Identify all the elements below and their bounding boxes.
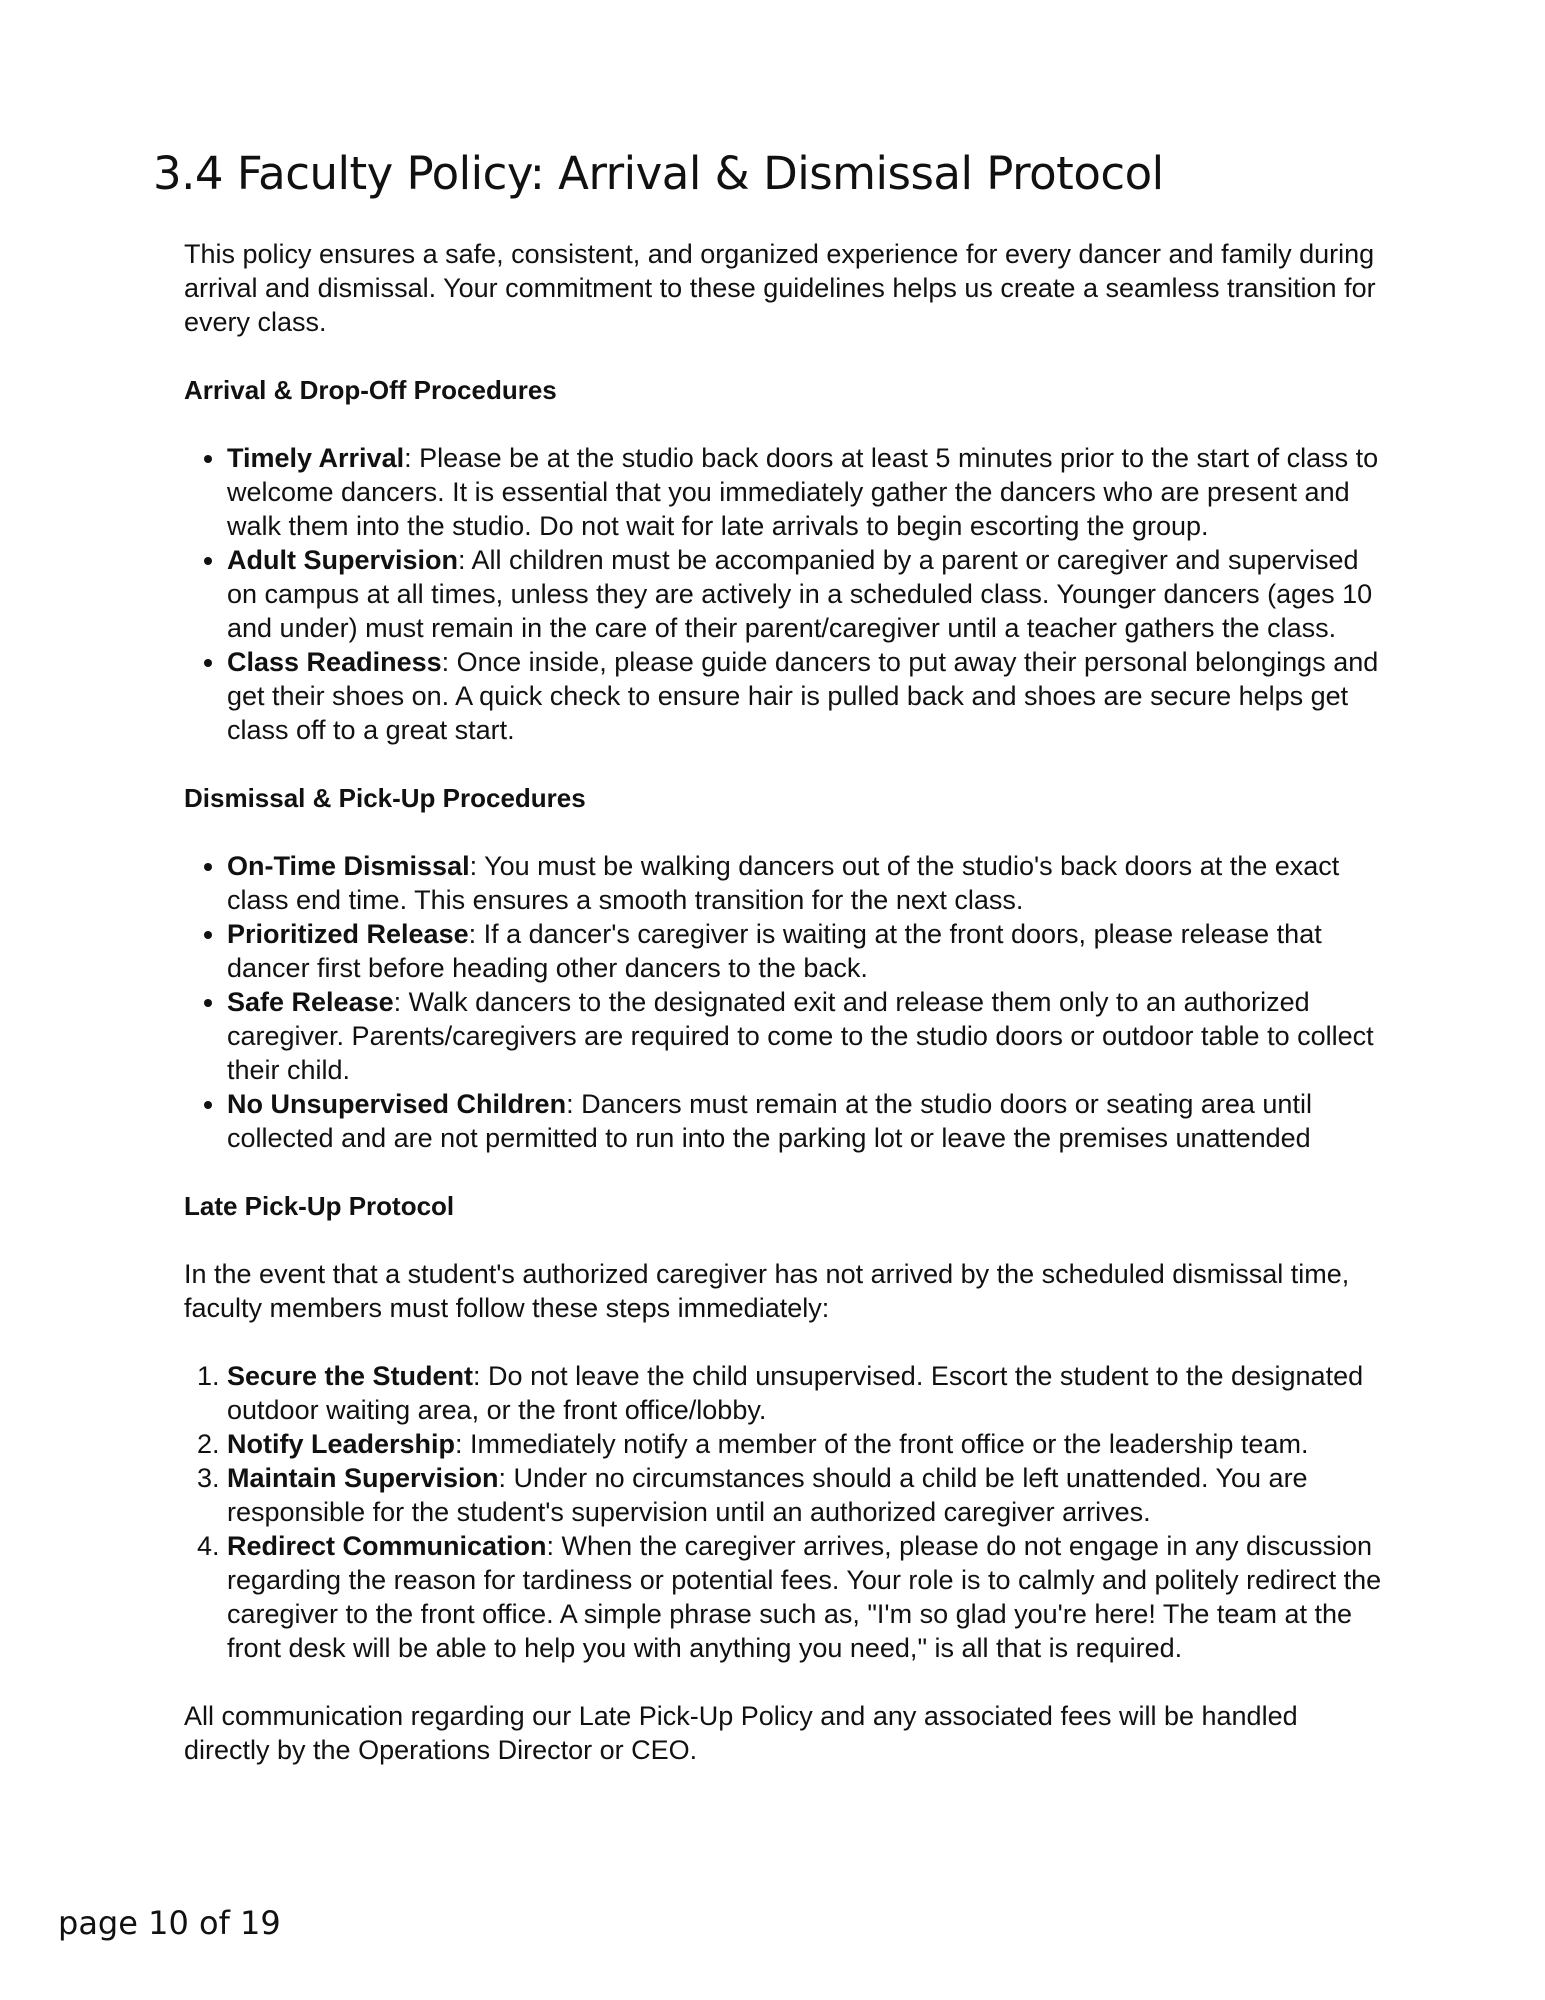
list-item-term: Prioritized Release <box>227 919 469 949</box>
list-item-text: : Please be at the studio back doors at least 5 minutes prior to the start of class to welcome dancers. It is essential that you immediately gather the dancers who are present and walk them into the studio. Do not wait for late arrivals to begin escorting the group. <box>227 443 1379 541</box>
list-item-text: : When the caregiver arrives, please do not engage in any discussion regarding the reason for tardiness or potential fees. Your role is to calmly and politely redirect the caregiver to the front office. A simple phrase such as, "I'm so glad you're here! The team at the front desk will be able to help you with anything you need," is all that is required. <box>227 1531 1382 1663</box>
list-item <box>227 1529 1384 1665</box>
late-pickup-intro: In the event that a student's authorized caregiver has not arrived by the scheduled dismissal time, faculty members must follow these steps immediately: <box>184 1259 1350 1323</box>
list-item <box>227 849 1384 917</box>
list-item-text: : You must be walking dancers out of the studio's back doors at the exact class end time. This ensures a smooth transition for the next class. <box>227 851 1340 915</box>
arrival-list <box>184 441 1384 747</box>
list-item-text: : Once inside, please guide dancers to put away their personal belongings and get their shoes on. A quick check to ensure hair is pulled back and shoes are secure helps get class off to a great start. <box>227 647 1379 745</box>
list-item-text: : All children must be accompanied by a parent or caregiver and supervised on campus at all times, unless they are actively in a scheduled class. Younger dancers (ages 10 and under) must remain in the care of their parent/caregiver until a teacher gathers the class. <box>227 545 1373 643</box>
list-item-text: : Dancers must remain at the studio doors or seating area until collected and are not permitted to run into the parking lot or leave the premises unattended <box>227 1089 1312 1153</box>
intro-paragraph: This policy ensures a safe, consistent, and organized experience for every dancer and family during arrival and dismissal. Your commitment to these guidelines helps us create a seamless transition for every class. <box>184 239 1376 337</box>
list-item <box>227 985 1384 1087</box>
list-item-term: Redirect Communication <box>227 1531 547 1561</box>
dismissal-heading: Dismissal & Pick-Up Procedures <box>184 783 586 813</box>
list-item-term: On-Time Dismissal <box>227 851 470 881</box>
late-pickup-steps <box>184 1359 1384 1665</box>
list-item-term: No Unsupervised Children <box>227 1089 567 1119</box>
page-title: 3.4 Faculty Policy: Arrival & Dismissal Protocol <box>153 147 1164 200</box>
list-item-term: Secure the Student <box>227 1361 474 1391</box>
list-item <box>227 1461 1384 1529</box>
list-item <box>227 441 1384 543</box>
list-item-term: Timely Arrival <box>227 443 405 473</box>
list-item <box>227 543 1384 645</box>
list-item-text: : Under no circumstances should a child be left unattended. You are responsible for the student's supervision until an authorized caregiver arrives. <box>227 1463 1308 1527</box>
list-item <box>227 1087 1384 1155</box>
list-item <box>227 917 1384 985</box>
list-item <box>227 1359 1384 1427</box>
list-item <box>227 645 1384 747</box>
list-item <box>227 1427 1384 1461</box>
policy-body <box>184 237 1384 1767</box>
list-item-term: Notify Leadership <box>227 1429 456 1459</box>
late-pickup-heading: Late Pick-Up Protocol <box>184 1191 455 1221</box>
page-number: page 10 of 19 <box>58 1904 281 1942</box>
list-item-term: Adult Supervision <box>227 545 459 575</box>
dismissal-list <box>184 849 1384 1155</box>
arrival-heading: Arrival & Drop-Off Procedures <box>184 375 557 405</box>
list-item-term: Class Readiness <box>227 647 442 677</box>
list-item-text: : Do not leave the child unsupervised. Escort the student to the designated outdoor waiting area, or the front office/lobby. <box>227 1361 1364 1425</box>
list-item-text: : If a dancer's caregiver is waiting at the front doors, please release that dancer first before heading other dancers to the back. <box>227 919 1322 983</box>
closing-paragraph: All communication regarding our Late Pick-Up Policy and any associated fees will be handled directly by the Operations Director or CEO. <box>184 1701 1298 1765</box>
list-item-term: Maintain Supervision <box>227 1463 499 1493</box>
list-item-text: : Immediately notify a member of the front office or the leadership team. <box>455 1429 1309 1459</box>
list-item-text: : Walk dancers to the designated exit and release them only to an authorized caregiver. Parents/caregivers are required to come to the studio doors or outdoor table to collect their child. <box>227 987 1374 1085</box>
list-item-term: Safe Release <box>227 987 394 1017</box>
